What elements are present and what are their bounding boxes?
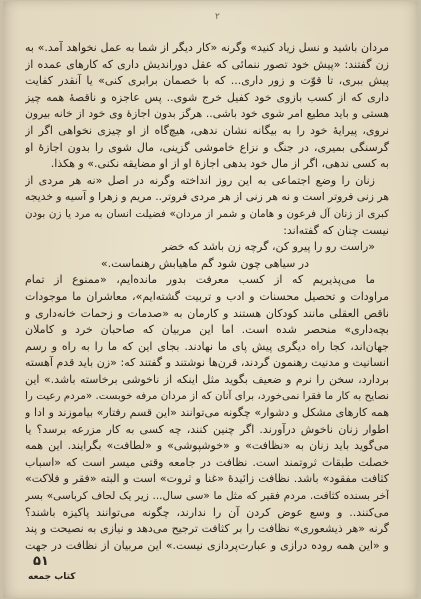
text-line: بردارد، سخن را نرم و ضعیف بگوید مثل اینکه از ناخوشی برخاسته باشد.» این	[25, 372, 389, 386]
text-line: مراودات و تحصیل محسنات و ادب و تربیت گشته‌ایم»، معاشران ما موجودات	[25, 289, 389, 303]
text-line: و «این همه روده درازی و عبارت‌پردازی نیست.» این مربیان از نظافت در جهت	[25, 538, 389, 552]
text-line: نصایح به کار ما فقرا نمی‌خورد، برای آنان که از مردان مرفه خوبست. «مردم رعیت را	[25, 390, 389, 403]
text-line: می‌گوید باید زنان به «نظافت» و «خوشپوشی» و «لطافت» بگرایند. این همه	[25, 439, 389, 453]
text-line: گرنه «هر ذیشعوری» نظافت را بر کثافت ترجیح می‌دهد و نیازی به نصیحت و پند	[25, 522, 389, 536]
text-line: اطوار زنان ناخوش درآورند. اگر چنین کنند، چه کسی به کار مزرعه برسد؟ یا	[25, 422, 389, 436]
text-line: آخر بسنده کثافت. مردم فقیر که مثل ما «سی سال... زیر یک لحاف کرباسی» بسر	[25, 490, 389, 503]
text-line: داری که از کسب بازوی خود کفیل خرج شوی.. پس عاجزه و ناقصهٔ همه چیز	[25, 90, 389, 104]
text-line: همه کارهای مشکل و دشوار» چگونه می‌توانند «این قسم رفتار» بیاموزند و ادا و	[25, 406, 389, 420]
text-line: می‌کنند.. و وسع عوض کردن آن را ندارند، چگونه می‌توانند پاکیزه باشند؟	[25, 505, 389, 519]
text-line: جهان‌اند، کجا راه دیگری پیش پای ما نهادند. بجای این که ما را به راه و رسم	[25, 339, 389, 353]
text-line: کثافت مفقود» باشد. نظافت زائیدهٔ «غنا و ثروت» است و البته «فقر و فلاکت»	[25, 472, 389, 486]
publication-name: کتاب جمعه	[28, 572, 76, 582]
text-line: کبری از زنان آل فرعون و هامان و شمر از مردان» فضیلت انسان به مرد یا زن بودن	[25, 207, 389, 220]
text-line: خصلت طبقات ثروتمند است. نظافت در جامعه وقتی میسر است که «اسباب	[25, 455, 389, 469]
page-marker: ٢	[215, 12, 220, 22]
text-line: نروی، پیرایهٔ خود را به بیگانه نشان ندهی، هیچ‌گاه از او چیزی نخواهی اگر از	[25, 123, 389, 137]
text-line: پیش ببری، تا قوّت و زور داری... که با خصمان برابری کنی» یا آنقدر کفایت	[25, 74, 389, 88]
text-line: هر زنی فروتر است و نه هر زنی از هر مردی فروتر.. مریم و زهرا و آسیه و خدیجه	[25, 190, 389, 204]
body-text	[25, 40, 389, 554]
text-line: انسانیت و مدنیت رهنمون گردند، قرن‌ها نوشتند و گفتند که: «زن باید قدم آهسته	[25, 356, 389, 370]
poem-line: در سیاهی چون شود گم ماهیابش رهنماست.»	[100, 256, 309, 270]
text-line: هستی و باید مطیع امر شوی خود باشی.. هرگز بدون اجازهٔ وی خود از خانه بیرون	[25, 107, 389, 121]
text-line: بچه‌داری» منحصر شده است. اما این مربیان که صاحبان خرد و کاملان	[25, 323, 389, 337]
page-number: ۵۱	[33, 554, 49, 569]
text-line: مردان باشید و نسل زیاد کنید» وگرنه «کار دیگر از شما به عمل نخواهد آمد.» به	[25, 41, 389, 54]
text-line: نیست چنان که گفته‌اند:	[283, 223, 389, 237]
text-line: گرسنگی بمیری، در جنگ و نزاع خاموشی گزینی، مال شوی را بدون اجازهٔ او	[25, 140, 389, 154]
book-page	[3, 1, 418, 598]
poem-line: «راست رو را پیرو کن، گرچه زن باشد که خضر	[162, 240, 375, 254]
text-line: به کسی ندهی، اگر از مال خود بدهی اجازهٔ او از او مضایقه نکنی.» و هکذا.	[50, 157, 389, 171]
text-line: زنان را وضع اجتماعی به این روز انداخته وگرنه در اصل «نه هر مردی از	[25, 173, 375, 187]
text-line: ناقص العقلی مانند کودکان هستند و کارمان به «صدمات و زحمات خانه‌داری و	[25, 306, 389, 320]
text-line: زن گفتند: «پیش خود تصور ننمائی که عقل دوراندیش داری که کارهای عمده از	[25, 57, 389, 71]
text-line: ما می‌پذیریم که از کسب معرفت بدور مانده‌ایم، «ممنوع از تمام	[25, 273, 375, 287]
